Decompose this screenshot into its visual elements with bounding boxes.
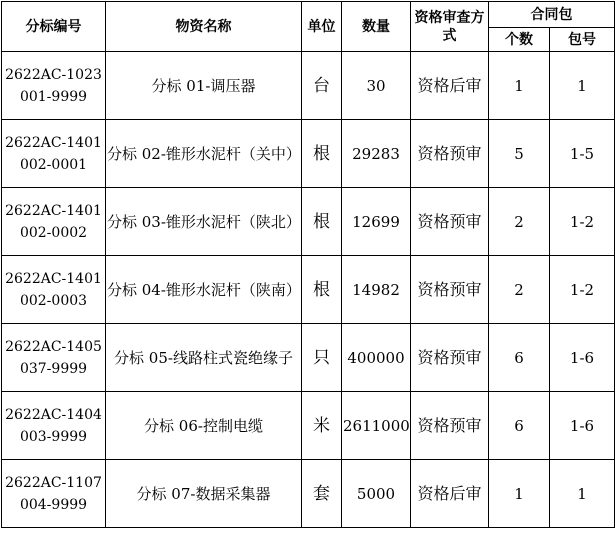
package-number: 1 [550, 460, 615, 528]
package-count: 6 [489, 324, 550, 392]
review-method: 资格预审 [411, 256, 489, 324]
unit: 根 [302, 120, 342, 188]
header-row [2, 2, 615, 28]
header-quantity: 数量 [342, 2, 411, 52]
material-name: 分标 02-锥形水泥杆（关中） [106, 120, 302, 188]
table-row [2, 52, 615, 120]
lot-table [1, 1, 615, 528]
quantity: 400000 [342, 324, 411, 392]
header-unit: 单位 [302, 2, 342, 52]
package-number: 1-5 [550, 120, 615, 188]
review-method: 资格预审 [411, 120, 489, 188]
table-row [2, 460, 615, 528]
package-number: 1-2 [550, 256, 615, 324]
review-method: 资格后审 [411, 52, 489, 120]
quantity: 29283 [342, 120, 411, 188]
material-name: 分标 05-线路柱式瓷绝缘子 [106, 324, 302, 392]
unit: 台 [302, 52, 342, 120]
review-method: 资格预审 [411, 188, 489, 256]
material-name: 分标 04-锥形水泥杆（陕南） [106, 256, 302, 324]
header-method: 资格审查方式 [411, 2, 489, 52]
quantity: 5000 [342, 460, 411, 528]
unit: 只 [302, 324, 342, 392]
lot-code: 2622AC-1405037-9999 [2, 324, 106, 392]
package-number: 1 [550, 52, 615, 120]
header-package: 包号 [550, 28, 615, 52]
package-number: 1-2 [550, 188, 615, 256]
quantity: 2611000 [342, 392, 411, 460]
unit: 根 [302, 188, 342, 256]
unit: 米 [302, 392, 342, 460]
table-row [2, 256, 615, 324]
quantity: 30 [342, 52, 411, 120]
package-number: 1-6 [550, 392, 615, 460]
header-name: 物资名称 [106, 2, 302, 52]
review-method: 资格预审 [411, 392, 489, 460]
package-count: 5 [489, 120, 550, 188]
material-name: 分标 03-锥形水泥杆（陕北） [106, 188, 302, 256]
table-row [2, 120, 615, 188]
package-count: 6 [489, 392, 550, 460]
review-method: 资格预审 [411, 324, 489, 392]
lot-code: 2622AC-1401002-0003 [2, 256, 106, 324]
material-name: 分标 01-调压器 [106, 52, 302, 120]
material-name: 分标 06-控制电缆 [106, 392, 302, 460]
header-count: 个数 [489, 28, 550, 52]
lot-code: 2622AC-1107004-9999 [2, 460, 106, 528]
quantity: 14982 [342, 256, 411, 324]
table-row [2, 324, 615, 392]
header-code: 分标编号 [2, 2, 106, 52]
package-count: 2 [489, 188, 550, 256]
table-row [2, 188, 615, 256]
unit: 套 [302, 460, 342, 528]
package-count: 2 [489, 256, 550, 324]
header-contract: 合同包 [489, 2, 615, 28]
unit: 根 [302, 256, 342, 324]
package-count: 1 [489, 52, 550, 120]
quantity: 12699 [342, 188, 411, 256]
lot-code: 2622AC-1023001-9999 [2, 52, 106, 120]
material-name: 分标 07-数据采集器 [106, 460, 302, 528]
review-method: 资格后审 [411, 460, 489, 528]
lot-code: 2622AC-1401002-0002 [2, 188, 106, 256]
lot-code: 2622AC-1404003-9999 [2, 392, 106, 460]
package-count: 1 [489, 460, 550, 528]
lot-code: 2622AC-1401002-0001 [2, 120, 106, 188]
package-number: 1-6 [550, 324, 615, 392]
table-row [2, 392, 615, 460]
